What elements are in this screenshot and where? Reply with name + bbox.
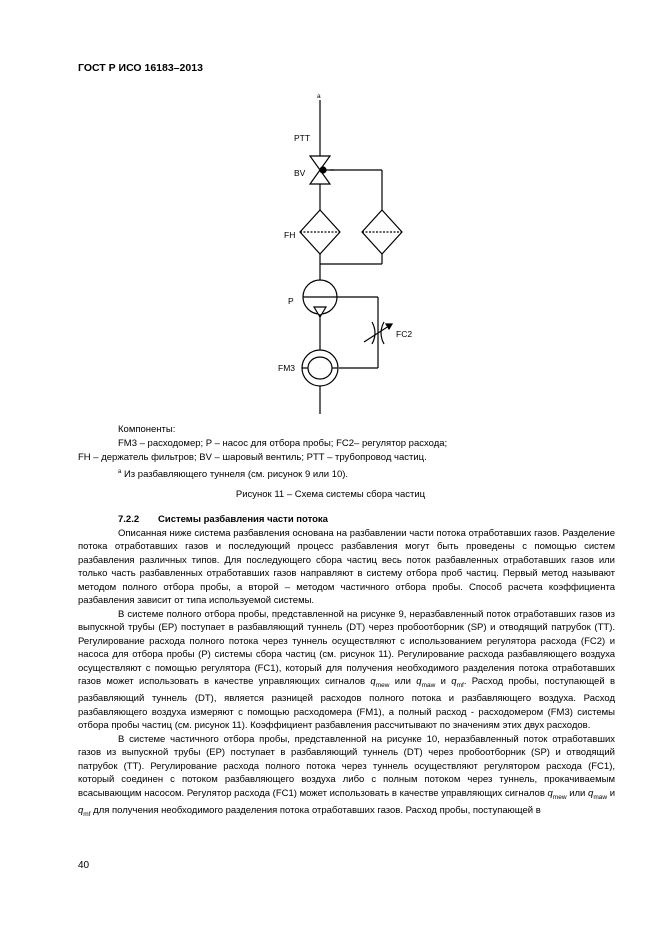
page-number: 40: [78, 860, 90, 871]
figure-caption: Рисунок 11 – Схема системы сбора частиц: [235, 489, 426, 500]
label-p: P: [288, 296, 294, 306]
paragraph-2: В системе полного отбора пробы, представленной на рисунке 9, неразбавленный поток отработавших газов из выпускной трубы (EP) поступает в разбавляющий туннель (DT) через пробоотборник (SP) и отводящий патрубок (TT). Регулирование расхода полного потока через туннель осуществляют с использованием регулятора расхода (FC2) и насоса для отбора пробы (P) системы сбора частиц (см. рисунок 11). Регулирование расхода разбавляющего воздуха осуществляют с помощью регулятора (FC1), который для получения необходимого разделения потока отработавших газов может использовать в качестве управляющих сигналов $q_{mew}$ или $q_{maw}$ и $q_{mf}$. Расход пробы, поступающей в разбавляющий туннель (DT), является разницей расходов полного потока и разбавляющего воздуха. Расход разбавляющего воздуха измеряют с помощью расходомера (FM1), а полный расход - расходомером (FM3) системы отбора пробы частиц (см. рисунок 11). Коэффициент разбавления рассчитывают по значениям этих двух расходов.: [78, 608, 616, 732]
section-7-2-2: [78, 513, 615, 822]
label-ptt: PTT: [294, 133, 311, 143]
paragraph-1: Описанная ниже система разбавления основана на разбавлении части потока отработавших газов. Разделение потока отработавших газов и последующий процесс разбавления могут быть проведены с помощью систем разбавления различных типов. Для последующего сбора частиц весь поток разбавленных отработавших газов или только часть разбавленных отработавших газов направляют в систему отбора проб частиц. Первый метод называют методом полного отбора пробы, а второй – методом частичного отбора пробы. Способ расчета коэффициента разбавления зависит от типа используемой системы.: [78, 527, 615, 606]
components-heading: Компоненты:: [118, 424, 176, 435]
note-text: Из разбавляющего туннеля (см. рисунок 9 или 10).: [121, 469, 349, 481]
document-header: ГОСТ Р ИСО 16183–2013: [78, 62, 203, 74]
section-number: 7.2.2: [118, 514, 140, 525]
label-fc2: FC2: [396, 329, 413, 339]
components-line-1: FM3 – расходомер; P – насос для отбора пробы; FC2– регулятор расхода;: [118, 438, 448, 449]
label-bv: BV: [294, 168, 306, 178]
label-fm3: FM3: [278, 363, 295, 373]
particle-sampling-diagram: [260, 92, 420, 417]
section-title: Системы разбавления части потока: [158, 514, 328, 525]
components-note: [78, 465, 598, 482]
note-mark: a: [118, 469, 122, 475]
label-a: a: [317, 93, 321, 100]
section-heading: [118, 513, 615, 527]
paragraph-3: В системе частичного отбора пробы, представленной на рисунке 10, неразбавленный поток отработавших газов из выпускной трубы (EP) поступает в разбавляющий туннель (DT) через пробоотборник (SP) и отводящий патрубок (TT). Регулирование расхода полного потока через туннель осуществляют регулятором расхода (FC1), который соединен с потоком разбавляющего воздуха либо с полным потоком через туннель, прокачиваемым всасывающим насосом. Регулятор расхода (FC1) может использовать в качестве управляющих сигналов $q_{mew}$ или $q_{maw}$ и $q_{mf}$ для получения необходимого разделения потока отработавших газов. Расход пробы, поступающей в: [78, 733, 615, 819]
components-legend: [78, 423, 598, 482]
components-line-2: FH – держатель фильтров; BV – шаровый вентиль; PTT – трубопровод частиц.: [78, 452, 427, 463]
label-fh: FH: [284, 230, 296, 240]
